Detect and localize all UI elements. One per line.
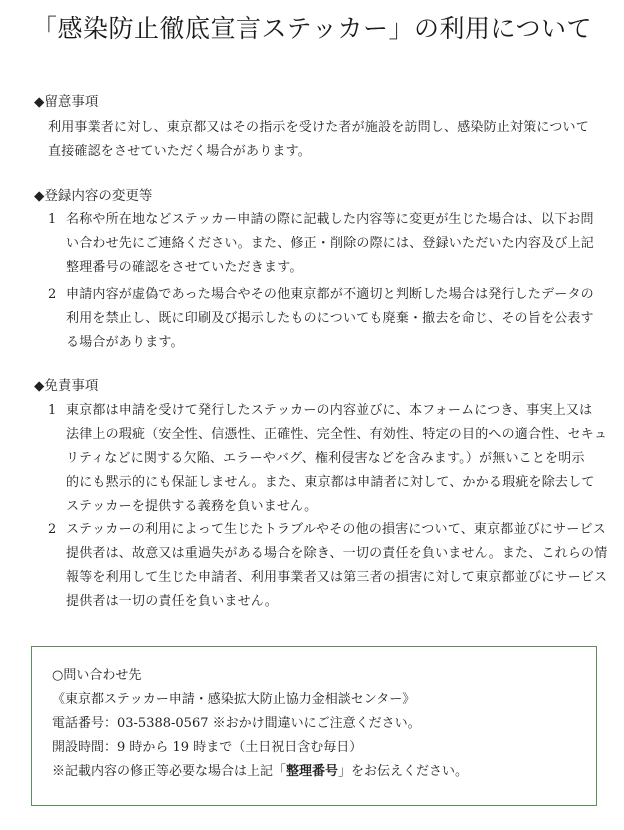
- contact-box: [31, 646, 597, 806]
- contact-hours: 開設時間：9 時から 19 時まで（土日祝日含む毎日）: [52, 740, 363, 755]
- notes-line: 利用事業者に対し、東京都又はその指示を受けた者が施設を訪問し、感染防止対策について: [48, 120, 589, 135]
- changes-item-1-text: [66, 208, 594, 280]
- list-line: 提供者は一切の責任を負いません。: [66, 594, 278, 609]
- list-line: 東京都は申請を受けて発行したステッカーの内容並びに、本フォームにつき、事実上又は: [66, 403, 593, 418]
- contact-phone: 電話番号：03-5388-0567 ※おかけ間違いにご注意ください。: [52, 716, 421, 731]
- contact-center-name: 《東京都ステッカー申請・感染拡大防止協力金相談センター》: [52, 692, 416, 707]
- list-line: る場合があります。: [66, 335, 184, 350]
- contact-note-strong: 整理番号: [286, 764, 339, 779]
- list-line: 的にも黙示的にも保証しません。また、東京都は申請者に対して、かかる瑕疵を除去して: [66, 475, 595, 490]
- list-line: 名称や所在地などステッカー申請の際に記載した内容等に変更が生じた場合は、以下お問: [66, 212, 594, 227]
- contact-note-after: 」をお伝えください。: [338, 764, 469, 779]
- disclaimer-item-1-number: 1: [48, 403, 57, 418]
- changes-item-2-number: 2: [48, 287, 57, 302]
- contact-note: [52, 763, 468, 781]
- list-line: 申請内容が虚偽であった場合やその他東京都が不適切と判断した場合は発行したデータの: [66, 287, 594, 302]
- disclaimer-item-2-number: 2: [48, 522, 57, 537]
- list-line: い合わせ先にご連絡ください。また、修正・削除の際には、登録いただいた内容及び上記: [66, 236, 595, 251]
- contact-heading: ○問い合わせ先: [52, 668, 142, 683]
- list-line: 法律上の瑕疵（安全性、信憑性、正確性、完全性、有効性、特定の目的への適合性、セキュ: [66, 427, 608, 442]
- list-line: 利用を禁止し、既に印刷及び掲示したものについても廃棄・撤去を命じ、その旨を公表す: [66, 311, 594, 326]
- page-title: 「感染防止徹底宣言ステッカー」の利用について: [31, 14, 592, 43]
- disclaimer-heading: ◆免責事項: [34, 378, 99, 394]
- notes-line: 直接確認をさせていただく場合があります。: [48, 144, 311, 159]
- list-line: 報等を利用して生じた申請者、利用事業者又は第三者の損害に対して東京都並びにサービス: [66, 570, 608, 585]
- disclaimer-item-2-text: [66, 518, 607, 614]
- list-line: ステッカーを提供する義務を負いません。: [66, 499, 318, 514]
- changes-heading: ◆登録内容の変更等: [34, 188, 153, 204]
- changes-item-1-number: 1: [48, 212, 57, 227]
- notes-heading: ◆留意事項: [34, 94, 99, 110]
- list-line: リティなどに関する欠陥、エラーやバグ、権利侵害などを含みます。）が無いことを明示: [66, 451, 585, 466]
- list-line: ステッカーの利用によって生じたトラブルやその他の損害について、東京都並びにサービス: [66, 522, 606, 537]
- notes-paragraph: [48, 116, 589, 164]
- changes-item-2-text: [66, 283, 594, 355]
- disclaimer-item-1-text: [66, 399, 607, 519]
- contact-note-before: ※記載内容の修正等必要な場合は上記「: [52, 764, 287, 779]
- list-line: 整理番号の確認をさせていただきます。: [66, 260, 303, 275]
- list-line: 提供者は、故意又は重過失がある場合を除き、一切の責任を負いません。また、これらの情: [66, 546, 608, 561]
